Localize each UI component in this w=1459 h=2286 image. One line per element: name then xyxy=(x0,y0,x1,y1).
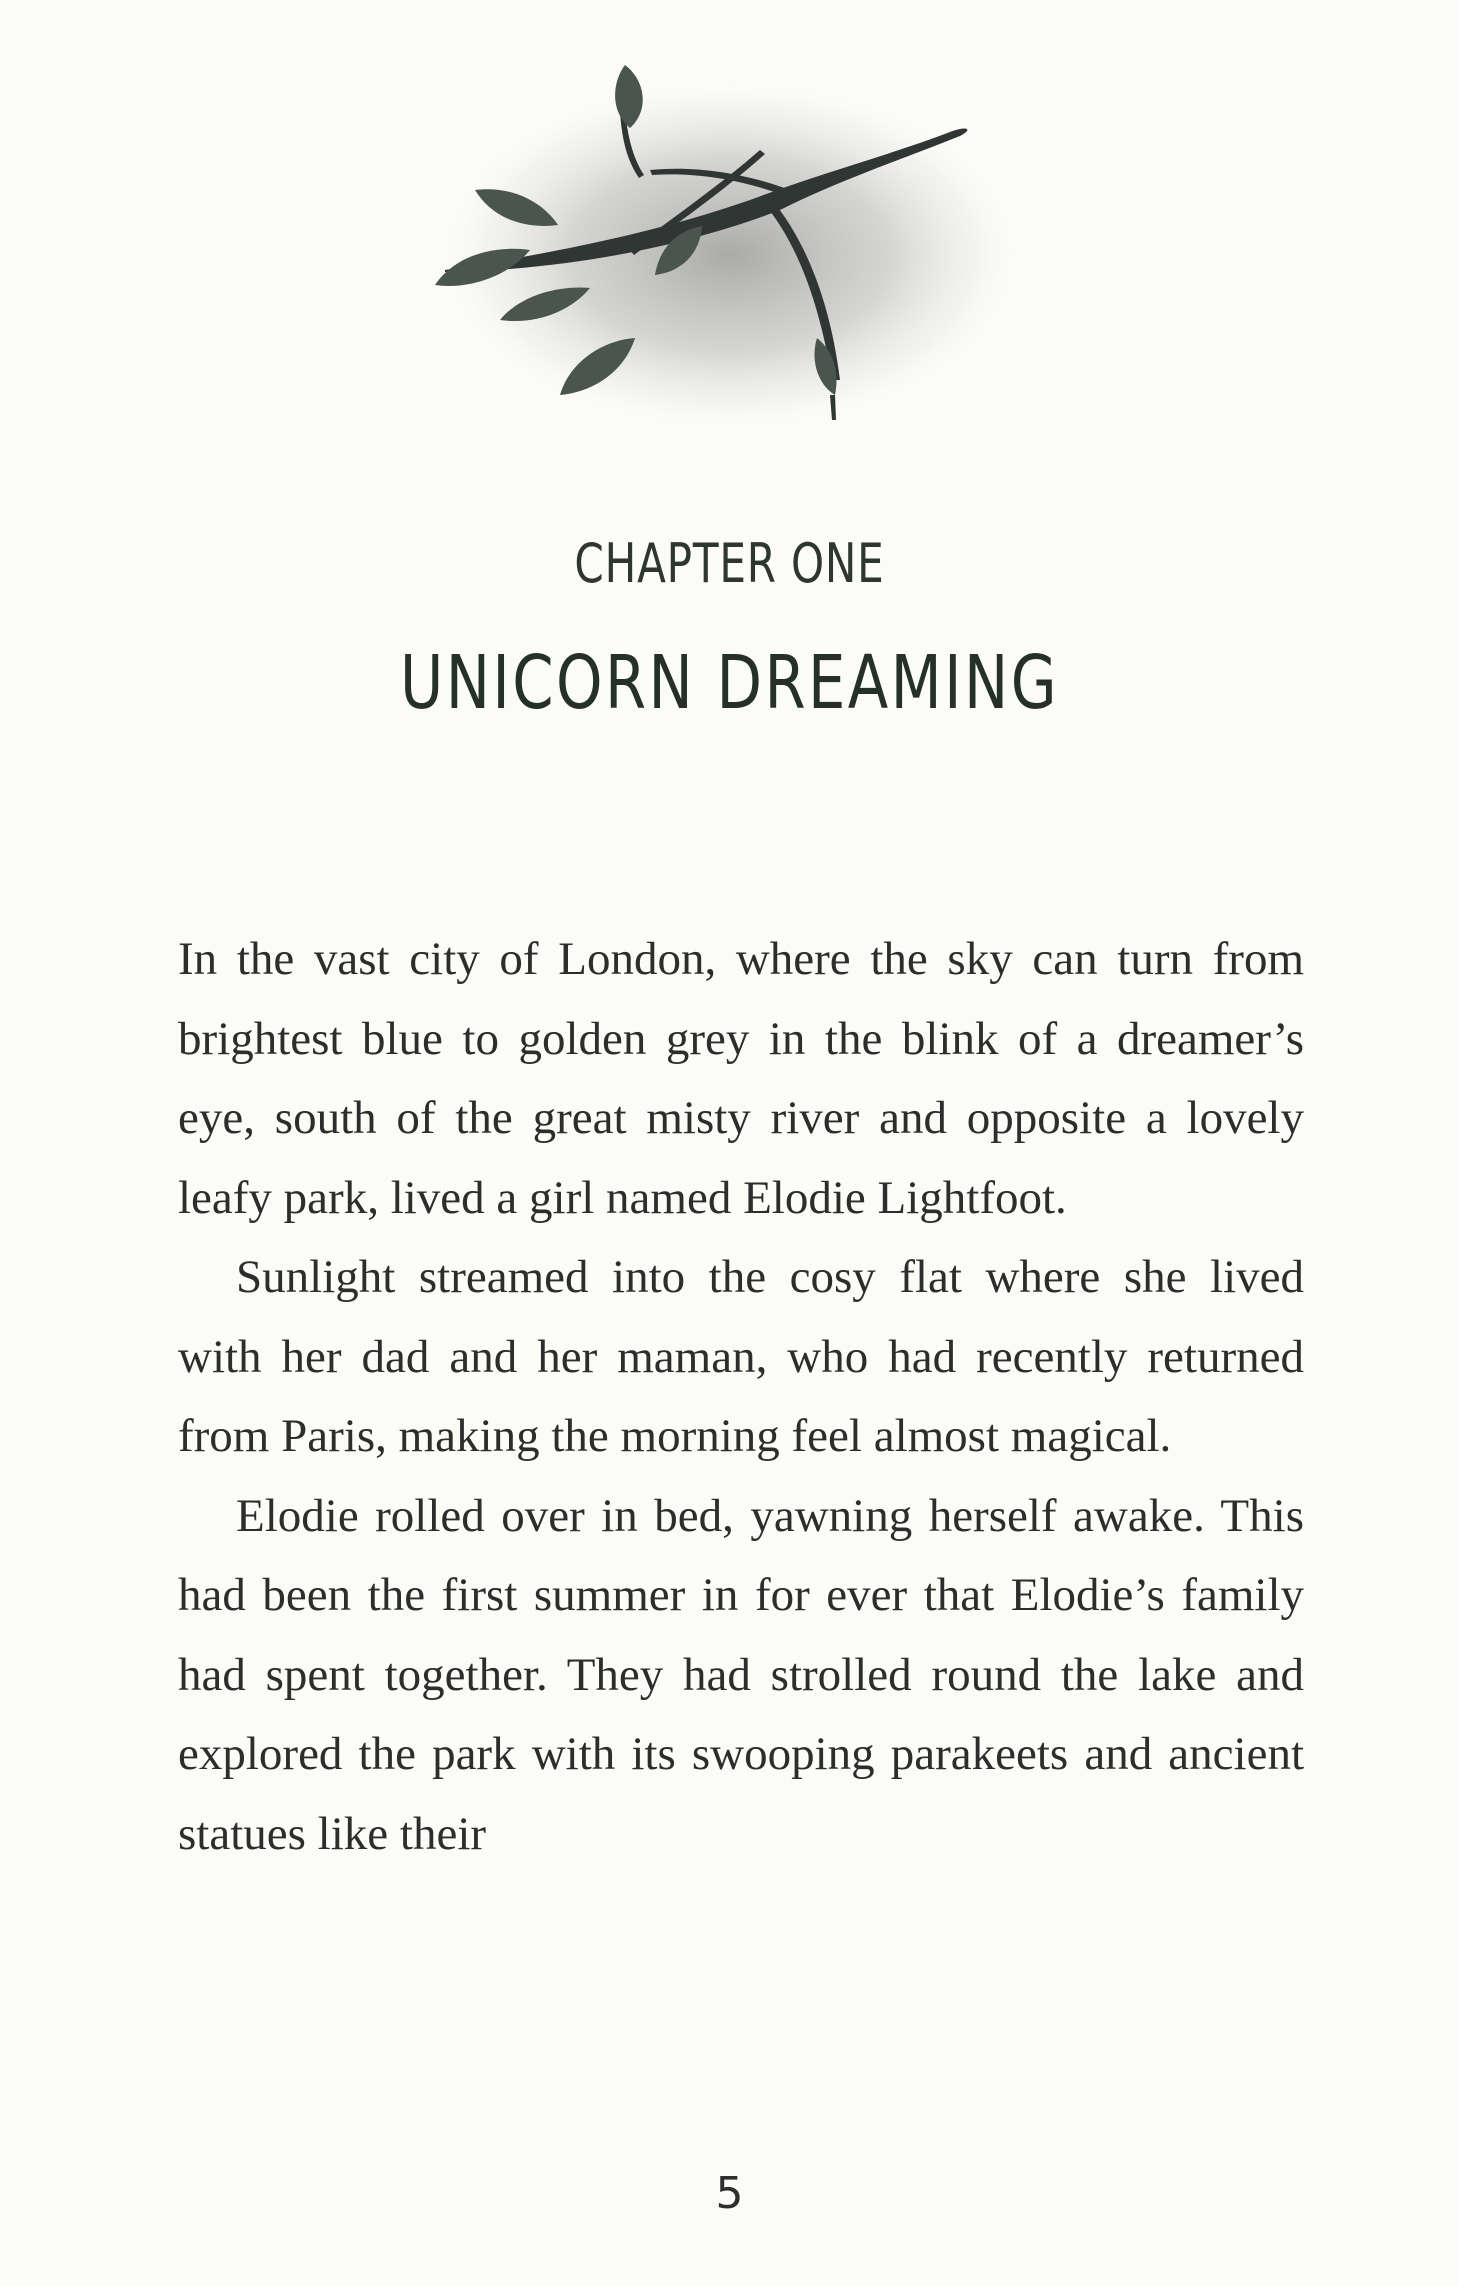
chapter-label: CHAPTER ONE xyxy=(574,532,885,595)
branch-leaves-illustration xyxy=(420,50,1040,460)
page-number: 5 xyxy=(715,2168,744,2219)
paragraph: In the vast city of London, where the sky can turn from brightest blue to golden grey in the blink of a dreamer’s eye, south of the great misty river and opposite a lovely leafy park, lived a girl named Elodie Lightfoot. xyxy=(178,933,1304,1224)
halo-shading xyxy=(440,80,1020,430)
paragraph: Sunlight streamed into the cosy flat where she lived with her dad and her maman, who had recently returned from Paris, making the morning feel almost magical. xyxy=(178,1251,1304,1462)
paragraph: Elodie rolled over in bed, yawning herself awake. This had been the first summer in for ever that Elodie’s family had spent together. They had strolled round the lake and explored the park with its swooping parakeets and ancient statues like their xyxy=(178,1489,1304,1860)
chapter-title: UNICORN DREAMING xyxy=(400,640,1059,726)
body-text xyxy=(178,920,1304,1874)
